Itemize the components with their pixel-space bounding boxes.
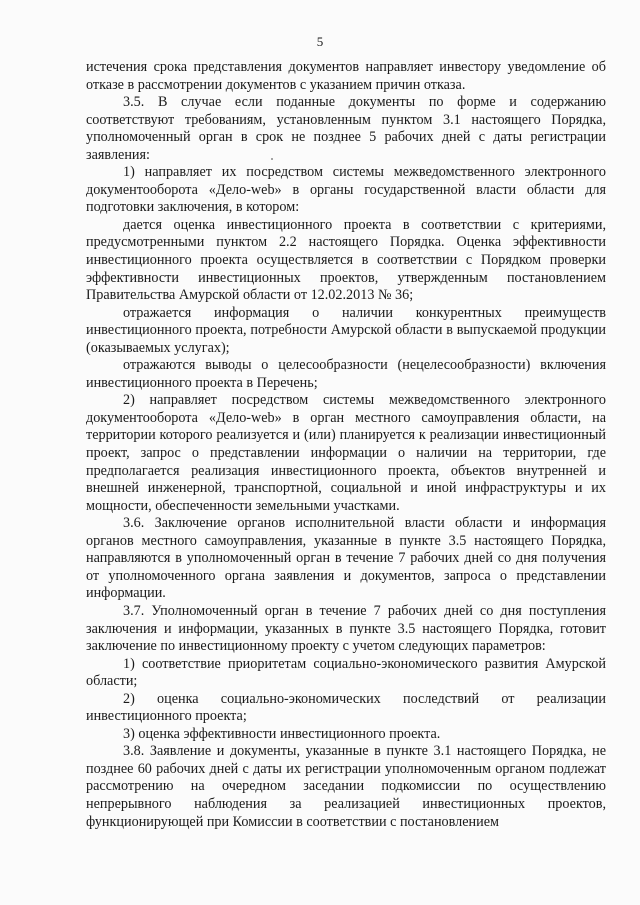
paragraph-3-7-item-2: 2) оценка социально-экономических последствий от реализации инвестиционного проекта; bbox=[86, 690, 606, 725]
paragraph-3-7-item-1: 1) соответствие приоритетам социально-экономического развития Амурской области; bbox=[86, 655, 606, 690]
document-body bbox=[86, 59, 606, 831]
paragraph-assessment: дается оценка инвестиционного проекта в соответствии с критериями, предусмотренными пунктом 2.2 настоящего Порядка. Оценка эффективности инвестиционного проекта осуществляется в соответствии с Порядком проверки эффективности инвестиционных проектов, утвержденным постановлением Правительства Амурской области от 12.02.2013 № 36; bbox=[86, 216, 606, 304]
paragraph-3-5-item-2: 2) направляет посредством системы межведомственного электронного документооборота «Дело-web» в орган местного самоуправления области, на территории которого реализуется и (или) планируется к реализации инвестиционный проект, запрос о представлении информации о наличии на территории, где предполагается реализация инвестиционного проекта, объектов внутренней и внешней инженерной, транспортной, социальной и иной инфраструктуры и их мощности, обеспеченности земельными участками. bbox=[86, 392, 606, 514]
paragraph-continuation: истечения срока представления документов направляет инвестору уведомление об отказе в рассмотрении документов с указанием причин отказа. bbox=[86, 59, 606, 93]
paragraph-3-7: 3.7. Уполномоченный орган в течение 7 рабочих дней со дня поступления заключения и информации, указанных в пункте 3.5 настоящего Порядка, готовит заключение по инвестиционному проекту с учетом следующих параметров: bbox=[86, 602, 606, 655]
paragraph-3-5-item-1: 1) направляет их посредством системы межведомственного электронного документооборота «Дело-web» в органы государственной власти области для подготовки заключения, в котором: bbox=[86, 164, 606, 216]
paragraph-3-5: 3.5. В случае если поданные документы по форме и содержанию соответствуют требованиям, установленным пунктом 3.1 настоящего Порядка, уполномоченный орган в срок не позднее 5 рабочих дней с даты регистрации заявления: bbox=[86, 94, 606, 163]
paragraph-conclusions: отражаются выводы о целесообразности (нецелесообразности) включения инвестиционного проекта в Перечень; bbox=[86, 357, 606, 391]
paragraph-3-7-item-3: 3) оценка эффективности инвестиционного проекта. bbox=[123, 725, 441, 742]
paragraph-3-6: 3.6. Заключение органов исполнительной власти области и информация органов местного самоуправления, указанные в пункте 3.5 настоящего Порядка, направляются в уполномоченный орган в течение 7 рабочих дней со дня получения от уполномоченного органа заявления и документов, запроса о представлении информации. bbox=[86, 515, 606, 602]
paragraph-3-8: 3.8. Заявление и документы, указанные в пункте 3.1 настоящего Порядка, не позднее 60 рабочих дней с даты их регистрации уполномоченным органом подлежат рассмотрению на очередном заседании подкомиссии по осуществлению непрерывного наблюдения за реализацией инвестиционных проектов, функционирующей при Комиссии в соответствии с постановлением bbox=[86, 743, 606, 830]
page-number: 5 bbox=[316, 34, 324, 49]
paragraph-advantages: отражается информация о наличии конкурентных преимуществ инвестиционного проекта, потребности Амурской области в выпускаемой продукции (оказываемых услугах); bbox=[86, 304, 606, 356]
